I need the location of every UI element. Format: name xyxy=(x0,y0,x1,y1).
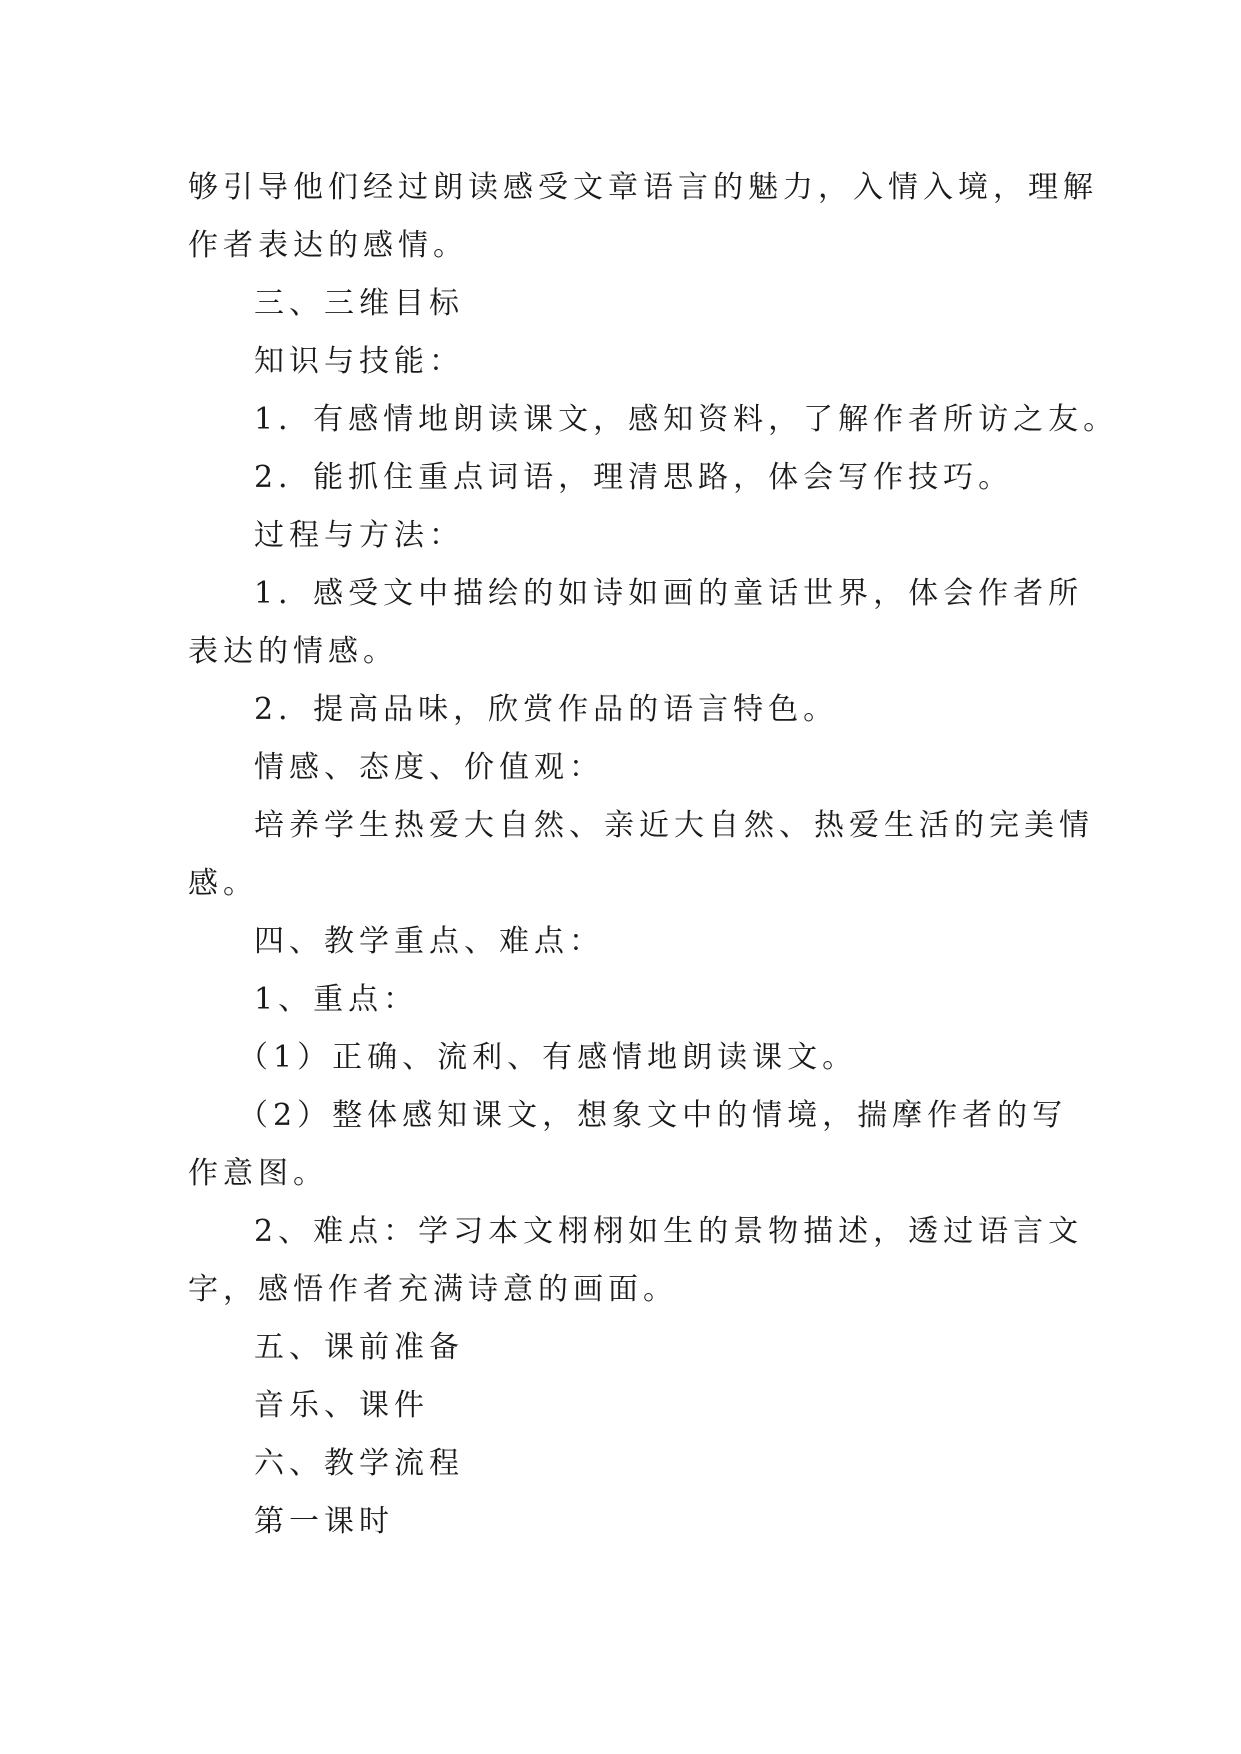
section-heading: 六、教学流程 xyxy=(254,1446,464,1481)
section-heading: 四、教学重点、难点： xyxy=(254,924,604,959)
subheading: 第一课时 xyxy=(254,1504,394,1539)
section-heading: 三、三维目标 xyxy=(254,286,464,321)
paragraph-line: 感。 xyxy=(188,866,258,901)
list-item: 2、难点：学习本文栩栩如生的景物描述，透过语言文 xyxy=(254,1214,1084,1249)
paragraph-line: 音乐、课件 xyxy=(254,1388,429,1423)
list-item: 1．感受文中描绘的如诗如画的童话世界，体会作者所 xyxy=(254,576,1084,611)
section-heading: 五、课前准备 xyxy=(254,1330,464,1365)
list-item: （1）正确、流利、有感情地朗读课文。 xyxy=(238,1040,858,1075)
paragraph-line: 作者表达的感情。 xyxy=(188,228,468,263)
subheading: 1、重点： xyxy=(254,982,419,1017)
document-body xyxy=(188,159,1119,1551)
subheading: 情感、态度、价值观： xyxy=(254,750,604,785)
subheading: 过程与方法： xyxy=(254,518,464,553)
paragraph-line: 够引导他们经过朗读感受文章语言的魅力，入情入境，理解 xyxy=(188,170,1098,205)
list-item: 2．提高品味，欣赏作品的语言特色。 xyxy=(254,692,839,727)
subheading: 知识与技能： xyxy=(254,344,464,379)
paragraph-line: 表达的情感。 xyxy=(188,634,398,669)
list-item: 1．有感情地朗读课文，感知资料，了解作者所访之友。 xyxy=(254,402,1119,437)
list-item: （2）整体感知课文，想象文中的情境，揣摩作者的写 xyxy=(238,1098,1068,1133)
paragraph-line: 字，感悟作者充满诗意的画面。 xyxy=(188,1272,678,1307)
paragraph-line: 作意图。 xyxy=(188,1156,328,1191)
paragraph-line: 培养学生热爱大自然、亲近大自然、热爱生活的完美情 xyxy=(254,808,1094,843)
list-item: 2．能抓住重点词语，理清思路，体会写作技巧。 xyxy=(254,460,1014,495)
